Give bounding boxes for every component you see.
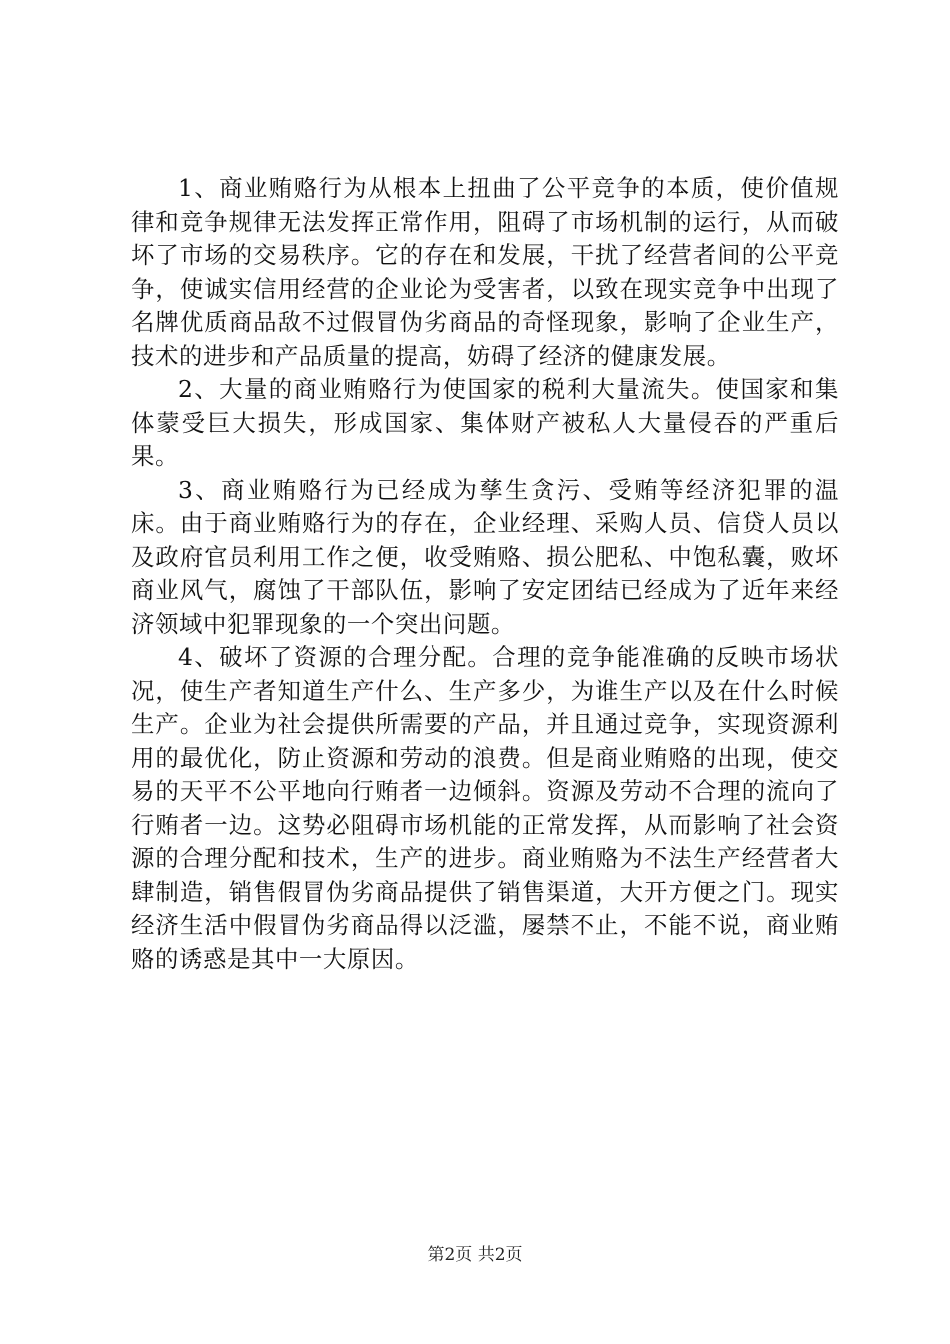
paragraph-1: 1、商业贿赂行为从根本上扭曲了公平竞争的本质，使价值规律和竞争规律无法发挥正常作用，阻碍了市场机制的运行，从而破坏了市场的交易秩序。它的存在和发展，干扰了经营者间的公平竞争，使诚实信用经营的企业论为受害者，以致在现实竞争中出现了名牌优质商品敌不过假冒伪劣商品的奇怪现象，影响了企业生产，技术的进步和产品质量的提高，妨碍了经济的健康发展。: [131, 174, 839, 370]
paragraph-3: 3、商业贿赂行为已经成为孳生贪污、受贿等经济犯罪的温床。由于商业贿赂行为的存在，企业经理、采购人员、信贷人员以及政府官员利用工作之便，收受贿赂、损公肥私、中饱私囊，败坏商业风气，腐蚀了干部队伍，影响了安定团结已经成为了近年来经济领域中犯罪现象的一个突出问题。: [131, 475, 839, 638]
paragraph-2: 2、大量的商业贿赂行为使国家的税利大量流失。使国家和集体蒙受巨大损失，形成国家、集体财产被私人大量侵吞的严重后果。: [131, 375, 839, 470]
paragraph-4: 4、破坏了资源的合理分配。合理的竞争能准确的反映市场状况，使生产者知道生产什么、生产多少，为谁生产以及在什么时候生产。企业为社会提供所需要的产品，并且通过竞争，实现资源利用的最优化，防止资源和劳动的浪费。但是商业贿赂的出现，使交易的天平不公平地向行贿者一边倾斜。资源及劳动不合理的流向了行贿者一边。这势必阻碍市场机能的正常发挥，从而影响了社会资源的合理分配和技术，生产的进步。商业贿赂为不法生产经营者大肆制造，销售假冒伪劣商品提供了销售渠道，大开方便之门。现实经济生活中假冒伪劣商品得以泛滥，屡禁不止，不能不说，商业贿赂的诱惑是其中一大原因。: [131, 643, 839, 973]
page-number-footer: 第2页 共2页: [427, 1245, 523, 1265]
body-text: [131, 172, 839, 976]
